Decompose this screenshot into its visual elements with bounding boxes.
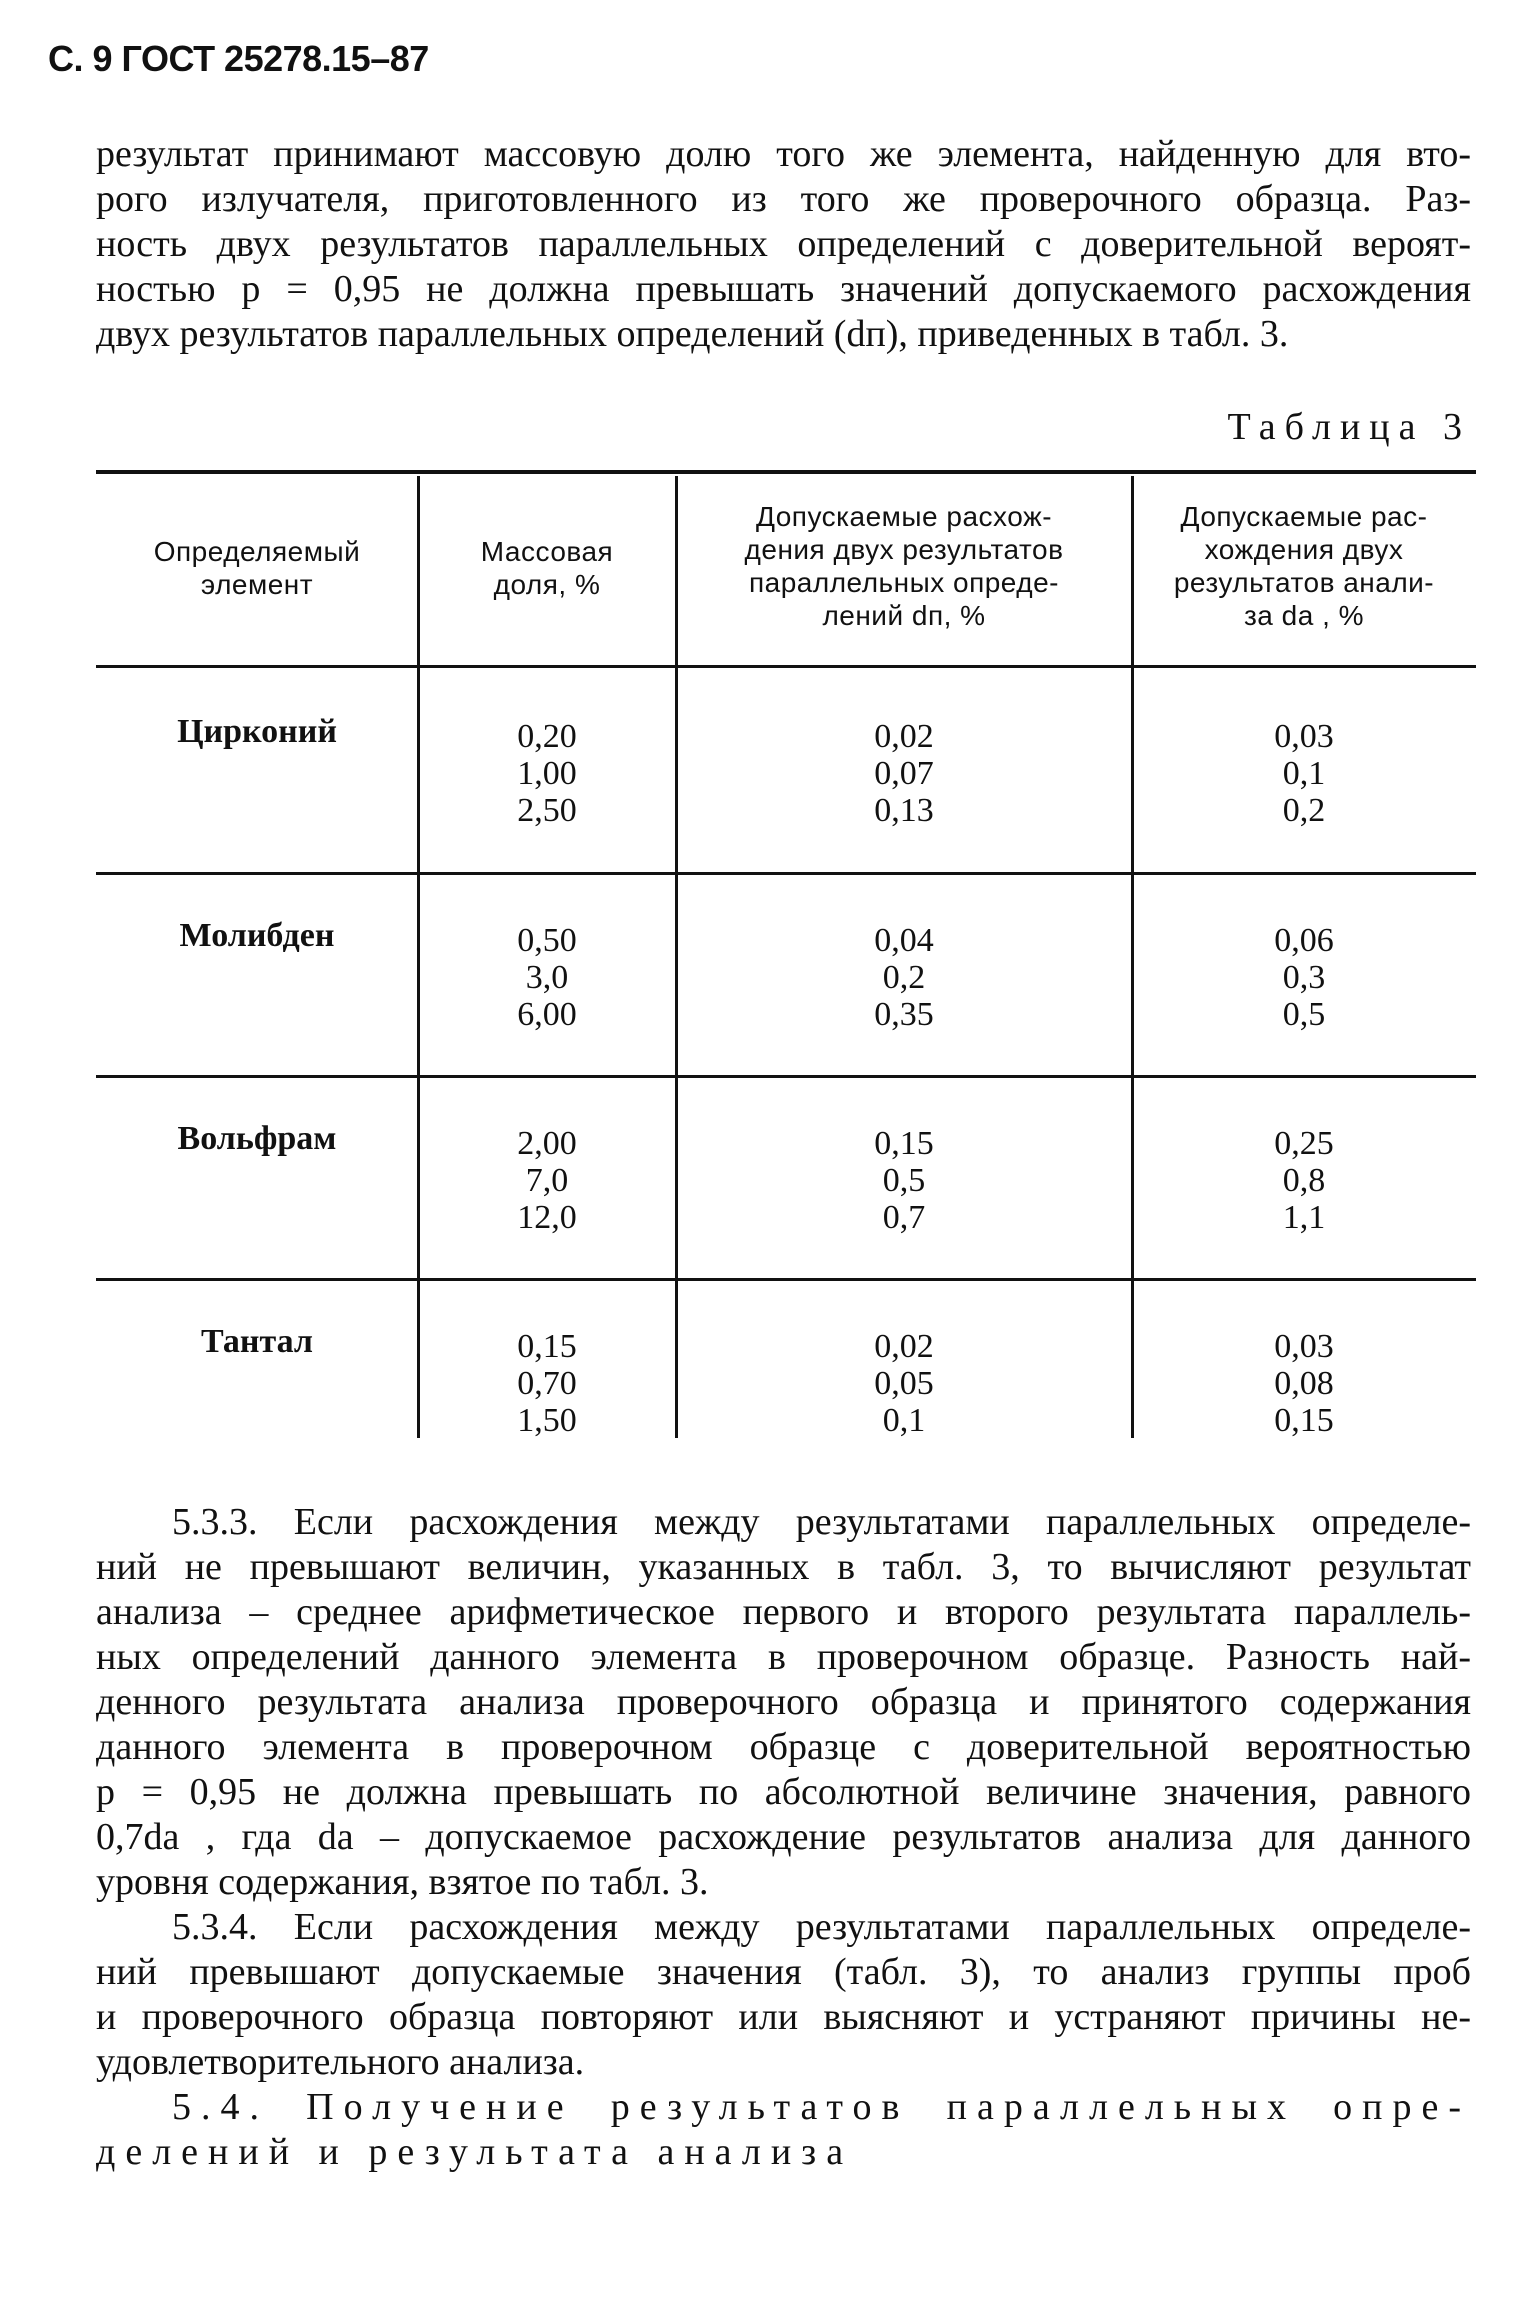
table-value: 0,07 [874, 755, 934, 792]
section_534-line: ний превышают допускаемые значения (табл. 3), то анализ группы проб [96, 1951, 1471, 1993]
table-header-cell [418, 535, 676, 601]
table-header-line: Допускаемые рас- [1180, 501, 1428, 532]
table-value: 0,25 [1274, 1125, 1334, 1162]
table-header-cell [676, 500, 1132, 632]
table-header-line: дения двух результатов [744, 534, 1064, 565]
table-cell-da [1132, 1328, 1476, 1439]
section_533-line: денного результата анализа проверочного образца и принятого содержания [96, 1681, 1471, 1723]
section_533-line: 0,7dа , гда dа – допускаемое расхождение результатов анализа для данного [96, 1816, 1471, 1858]
table-cell-da [1132, 922, 1476, 1033]
intro-line: ностью p = 0,95 не должна превышать значений допускаемого расхождения [96, 268, 1471, 310]
table-value: 2,00 [517, 1125, 577, 1162]
intro-line: результат принимают массовую долю того же элемента, найденную для вто- [96, 133, 1471, 175]
table-value: 0,7 [882, 1199, 926, 1236]
table-value: 1,00 [517, 755, 577, 792]
intro-line: ность двух результатов параллельных определений с доверительной вероят- [96, 223, 1471, 265]
intro-line: рого излучателя, приготовленного из того же проверочного образца. Раз- [96, 178, 1471, 220]
table-header-cell [96, 535, 418, 601]
section_54-line: делений и результата анализа [96, 2131, 854, 2173]
element-name: Цирконий [177, 713, 337, 750]
section_54-line: 5.4. Получение результатов параллельных опре- [172, 2086, 1471, 2128]
table-value: 0,02 [874, 1328, 934, 1365]
element-name: Тантал [201, 1323, 313, 1360]
table-rule [96, 470, 1476, 474]
table-header-line: лений dп, % [822, 600, 986, 631]
table-value: 0,03 [1274, 718, 1334, 755]
table-header-line: хождения двух [1204, 534, 1404, 565]
table-value: 1,50 [517, 1402, 577, 1439]
section_534-line: удовлетворительного анализа. [96, 2041, 585, 2083]
table-header-line: Определяемый [153, 536, 361, 567]
section_533-line: ний не превышают величин, указанных в табл. 3, то вычисляют результат [96, 1546, 1471, 1588]
table-value: 0,04 [874, 922, 934, 959]
table-value: 0,35 [874, 996, 934, 1033]
table-value: 0,15 [1274, 1402, 1334, 1439]
table-caption: Таблица 3 [1227, 406, 1471, 448]
table-header-line: доля, % [493, 569, 601, 600]
table-value: 1,1 [1282, 1199, 1326, 1236]
table-value: 0,3 [1282, 959, 1326, 996]
section_533-line: анализа – среднее арифметическое первого и второго результата параллель- [96, 1591, 1471, 1633]
table-value: 3,0 [525, 959, 569, 996]
section_534-line: 5.3.4. Если расхождения между результатами параллельных определе- [172, 1906, 1471, 1948]
table-value: 0,02 [874, 718, 934, 755]
table-value: 0,15 [874, 1125, 934, 1162]
table-value: 0,06 [1274, 922, 1334, 959]
intro-paragraph [96, 132, 1471, 357]
table-value: 0,13 [874, 792, 934, 829]
table-value: 0,5 [1282, 996, 1326, 1033]
section-5-3-3 [96, 1500, 1471, 1905]
section_534-line: и проверочного образца повторяют или выясняют и устраняют причины не- [96, 1996, 1471, 2038]
table-value: 0,50 [517, 922, 577, 959]
table-value: 6,00 [517, 996, 577, 1033]
table-value: 2,50 [517, 792, 577, 829]
table-cell-mass [418, 922, 676, 1033]
table-header-line: за dа , % [1243, 600, 1365, 631]
table-value: 0,15 [517, 1328, 577, 1365]
section_533-line: ных определений данного элемента в проверочном образце. Разность най- [96, 1636, 1471, 1678]
table-value: 0,70 [517, 1365, 577, 1402]
table-cell-dp [676, 1125, 1132, 1236]
table-value: 0,1 [882, 1402, 926, 1439]
table-cell-mass [418, 1125, 676, 1236]
table-value: 0,20 [517, 718, 577, 755]
table-value: 12,0 [517, 1199, 577, 1236]
table-value: 0,1 [1282, 755, 1326, 792]
table-header-line: Допускаемые расхож- [755, 501, 1053, 532]
section_533-line: данного элемента в проверочном образце с доверительной вероятностью [96, 1726, 1471, 1768]
section_533-line: p = 0,95 не должна превышать по абсолютной величине значения, равного [96, 1771, 1471, 1813]
table-value: 0,2 [1282, 792, 1326, 829]
section-5-3-4 [96, 1905, 1471, 2085]
table-header-line: результатов анали- [1173, 567, 1435, 598]
table-header-line: параллельных опреде- [749, 567, 1059, 598]
table-value: 7,0 [525, 1162, 569, 1199]
table-cell-da [1132, 718, 1476, 829]
table-rule [96, 1278, 1476, 1281]
table-cell-da [1132, 1125, 1476, 1236]
table-rule [96, 872, 1476, 875]
table-cell-dp [676, 718, 1132, 829]
table-value: 0,8 [1282, 1162, 1326, 1199]
element-name: Молибден [179, 917, 335, 954]
section_533-line: уровня содержания, взятое по табл. 3. [96, 1861, 709, 1903]
table-value: 0,2 [882, 959, 926, 996]
table-header-cell [1132, 500, 1476, 632]
page-header: С. 9 ГОСТ 25278.15–87 [48, 38, 429, 79]
section-5-4-heading [96, 2085, 1471, 2175]
table-rule [96, 1075, 1476, 1078]
table-header-line: Массовая [480, 536, 614, 567]
table-value: 0,5 [882, 1162, 926, 1199]
table-value: 0,08 [1274, 1365, 1334, 1402]
table-value: 0,03 [1274, 1328, 1334, 1365]
intro-line: двух результатов параллельных определений (dп), приведенных в табл. 3. [96, 313, 1289, 355]
table-rule [96, 665, 1476, 668]
table-cell-mass [418, 718, 676, 829]
table-cell-dp [676, 1328, 1132, 1439]
table-header-line: элемент [200, 569, 314, 600]
table-cell-dp [676, 922, 1132, 1033]
section_533-line: 5.3.3. Если расхождения между результатами параллельных определе- [172, 1501, 1471, 1543]
table-cell-mass [418, 1328, 676, 1439]
element-name: Вольфрам [177, 1120, 337, 1157]
table-value: 0,05 [874, 1365, 934, 1402]
